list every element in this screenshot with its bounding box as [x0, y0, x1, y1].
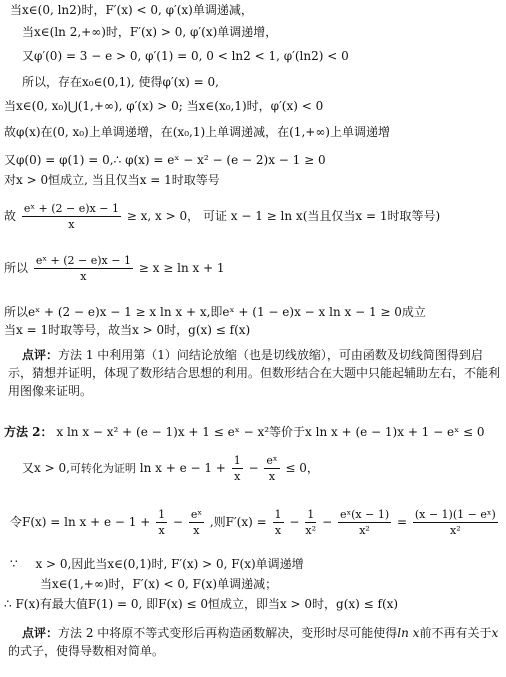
line-14-fraction-1-num: 1 [158, 508, 166, 521]
line-5: 当x∈(0, x₀)⋃(1,+∞), φ′(x) > 0; 当x∈(x₀,1)时，φ′(x) < 0 [4, 99, 324, 113]
line-10 [4, 254, 225, 283]
line-14-fraction-1-den: x [158, 524, 165, 537]
line-10-prefix: 所以 [4, 261, 29, 275]
line-6: 故φ(x)在(0, x₀)上单调递增，在(x₀,1)上单调递减，在(1,+∞)上单调递增 [4, 125, 390, 139]
line-14-fraction-2-num: eˣ [190, 508, 202, 521]
line-14-fraction-5 [338, 508, 391, 537]
line-7: 又φ(0) = φ(1) = 0,∴ φ(x) = eˣ − x² − (e − 2)x − 1 ≥ 0 [4, 153, 326, 167]
line-13-fraction-2 [264, 454, 279, 483]
line-14-fraction-4-den: x² [305, 524, 317, 537]
line-10-denominator: x [80, 270, 87, 283]
line-14-fraction-3-den: x [274, 524, 282, 537]
line-14-minus-2: − [289, 515, 300, 529]
line-9-denominator: x [68, 218, 75, 231]
line-14-fraction-1 [156, 508, 167, 537]
line-14-fraction-3 [273, 508, 284, 537]
line-14-fraction-2 [189, 508, 204, 537]
line-13-fraction-1-num: 1 [233, 454, 241, 467]
line-9-prefix: 故 [4, 209, 17, 223]
method-2-line [4, 424, 485, 440]
line-14-fraction-2-den: x [193, 524, 200, 537]
line-14-equals: = [396, 515, 408, 529]
line-13-minus: − [248, 461, 259, 475]
line-13-fraction-1 [232, 454, 243, 483]
line-13-middle: 可转化为证明 [69, 462, 136, 475]
line-13-fraction-2-den: x [268, 470, 276, 483]
line-16: 当x∈(1,+∞)时，F′(x) < 0, F(x)单调递减； [40, 577, 278, 591]
line-14-fraction-6-den: x² [450, 524, 461, 537]
line-13-fraction-1-den: x [234, 470, 241, 483]
comment-1-label: 点评： [22, 348, 59, 362]
line-9-numerator: eˣ + (2 − e)x − 1 [23, 202, 119, 215]
method-2-label: 方法 2： [4, 425, 53, 439]
line-9-tail: 可证 x − 1 ≥ ln x(当且仅当x = 1时取等号) [202, 209, 441, 223]
line-2: 当x∈(ln 2,+∞)时，F′(x) > 0, φ′(x)单调递增， [22, 25, 278, 39]
line-14-fraction-6-num: (x − 1)(1 − eˣ) [414, 508, 496, 521]
line-14-fraction-3-num: 1 [274, 508, 282, 521]
line-13-fraction-2-num: eˣ [266, 454, 278, 467]
line-15-text: x > 0,因此当x∈(0,1)时, F′(x) > 0, F(x)单调递增 [35, 557, 304, 571]
line-14-fraction-5-num: eˣ(x − 1) [339, 508, 390, 521]
line-14-fraction-4-num: 1 [307, 508, 315, 521]
comment-1-text: 方法 1 中利用第（1）问结论放缩（也是切线放缩），可由函数及切线简图得到启示，猜想并证明，体现了数形结合思想的利用。但数形结合在大题中只能起辅助左右，不能利用图像来证明。 [8, 348, 501, 398]
line-9-inequality: ≥ x, x > 0， [126, 209, 200, 223]
line-10-numerator: eˣ + (2 − e)x − 1 [35, 254, 131, 267]
comment-2-x: x [491, 626, 499, 640]
because-symbol: ∵ [10, 557, 18, 571]
line-12: 当x = 1时取等号，故当x > 0时，g(x) ≤ f(x) [4, 323, 251, 337]
line-13-prefix: 又x > 0, [22, 461, 70, 475]
line-14-middle: ,则F′(x) = [209, 515, 267, 529]
line-14-prefix: 令F(x) = ln x + e − 1 + [10, 515, 151, 529]
line-14 [10, 508, 500, 537]
line-11: 所以eˣ + (2 − e)x − 1 ≥ x ln x + x,即eˣ + (1 − e)x − x ln x − 1 ≥ 0成立 [4, 305, 426, 319]
comment-1 [8, 346, 500, 400]
line-14-minus-3: − [322, 515, 333, 529]
line-13-suffix: ≤ 0， [285, 461, 319, 475]
line-8: 对x > 0恒成立, 当且仅当x = 1时取等号 [4, 173, 220, 187]
comment-2-label: 点评： [22, 626, 59, 640]
line-13 [22, 454, 319, 483]
comment-2-text-b: 前不再有关于 [419, 626, 492, 640]
line-14-fraction-5-den: x² [359, 524, 370, 537]
method-2-text: x ln x − x² + (e − 1)x + 1 ≤ eˣ − x²等价于x ln x + (e − 1)x + 1 − eˣ ≤ 0 [56, 425, 485, 439]
line-9-fraction [22, 202, 121, 231]
line-3: 又φ′(0) = 3 − e > 0, φ′(1) = 0, 0 < ln2 < 1, φ′(ln2) < 0 [22, 49, 349, 63]
line-15 [10, 556, 304, 572]
line-14-minus-1: − [172, 515, 183, 529]
line-10-fraction [34, 254, 133, 283]
line-13-expr: ln x + e − 1 + [139, 461, 226, 475]
comment-2-text-a: 方法 2 中将原不等式变形后再构造函数解决，变形时尽可能使得 [58, 626, 398, 640]
line-14-fraction-4 [305, 508, 316, 537]
line-14-fraction-6 [413, 508, 498, 537]
comment-2-lnx: ln x [397, 626, 420, 640]
line-10-inequality: ≥ x ≥ ln x + 1 [138, 261, 225, 275]
line-9 [4, 202, 440, 231]
comment-2-text-c: 的式子，使得导数相对简单。 [8, 644, 165, 658]
comment-2 [8, 624, 500, 660]
line-1: 当x∈(0, ln2)时，F′(x) < 0, φ′(x)单调递减， [10, 3, 253, 17]
line-4: 所以，存在x₀∈(0,1), 使得φ′(x) = 0, [22, 75, 219, 89]
line-17: ∴ F(x)有最大值F(1) = 0, 即F(x) ≤ 0恒成立，即当x > 0时，g(x) ≤ f(x) [4, 597, 399, 611]
